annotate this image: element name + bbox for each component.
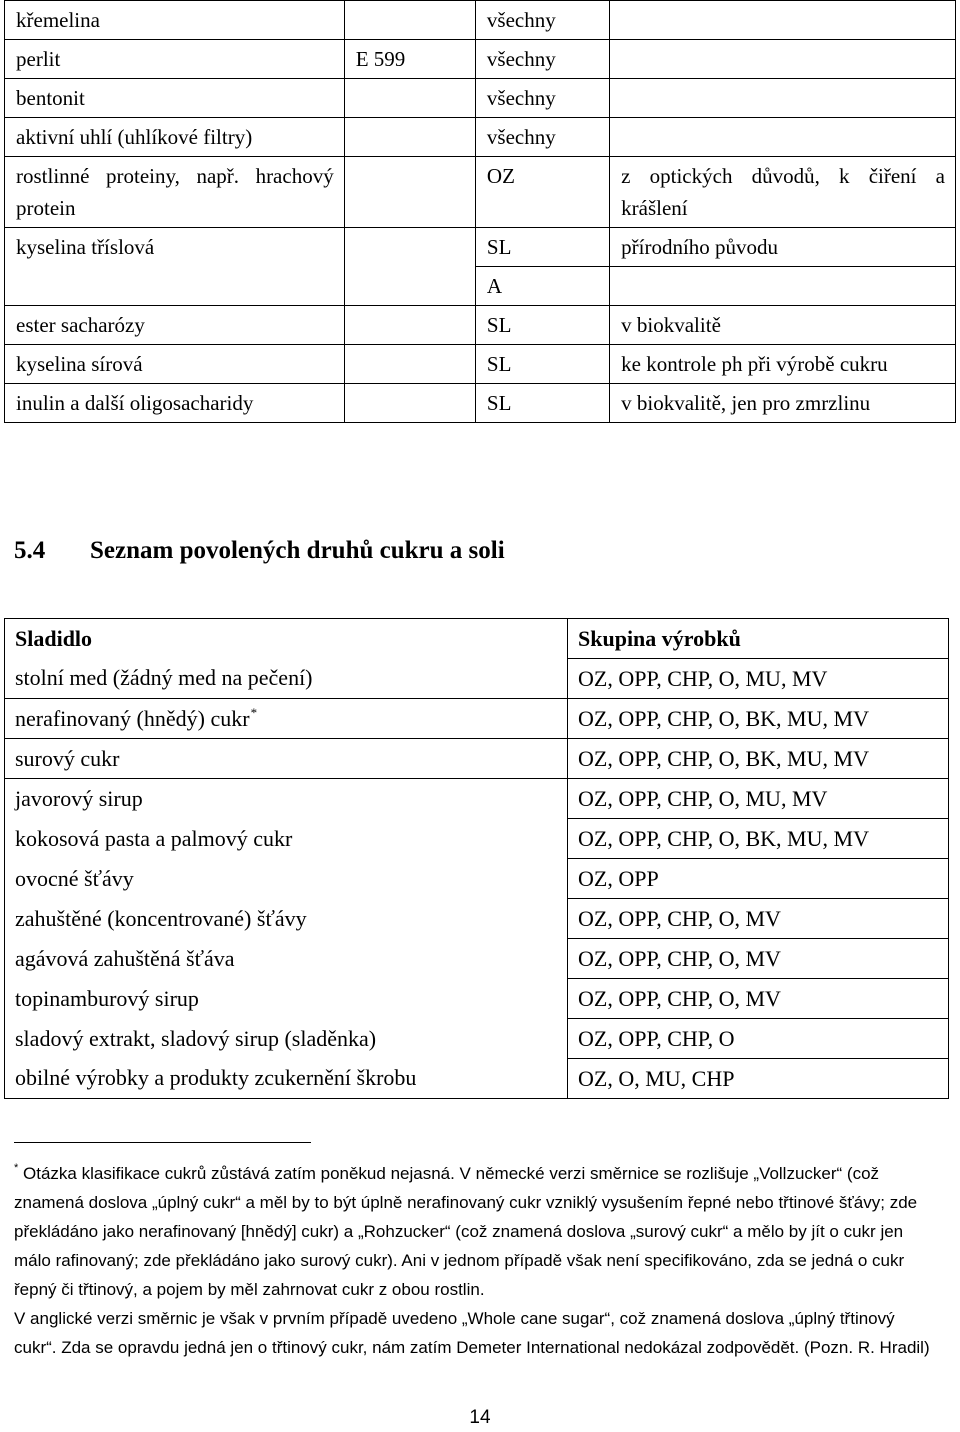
table-cell-note <box>610 1 956 40</box>
sweetener-label: nerafinovaný (hnědý) cukr <box>15 706 250 731</box>
table-cell-sweetener <box>5 699 568 739</box>
table-cell-group: OZ, OPP, CHP, O, BK, MU, MV <box>568 699 949 739</box>
table-header-row <box>5 619 949 659</box>
table-cell-sweetener: zahuštěné (koncentrované) šťávy <box>5 899 568 939</box>
table-cell-group: SL <box>475 384 609 423</box>
table-cell-group: OZ, O, MU, CHP <box>568 1059 949 1099</box>
table-cell-note <box>610 267 956 306</box>
table-cell-note: v biokvalitě, jen pro zmrzlinu <box>610 384 956 423</box>
table-cell-note: z optických důvodů, k čiření a krášlení <box>610 157 956 228</box>
table-cell-sweetener: sladový extrakt, sladový sirup (sladěnka) <box>5 1019 568 1059</box>
table-cell-note: v biokvalitě <box>610 306 956 345</box>
table-cell-name: aktivní uhlí (uhlíkové filtry) <box>5 118 345 157</box>
table-cell-group: SL <box>475 306 609 345</box>
table-cell-group: OZ, OPP, CHP, O, BK, MU, MV <box>568 739 949 779</box>
table-cell-group: OZ, OPP, CHP, O, BK, MU, MV <box>568 819 949 859</box>
table-cell-group: všechny <box>475 1 609 40</box>
table-cell-code <box>344 118 475 157</box>
table-cell-note <box>610 118 956 157</box>
table-cell-code: E 599 <box>344 40 475 79</box>
table-cell-group: OZ, OPP, CHP, O, MU, MV <box>568 659 949 699</box>
table-row <box>5 1059 949 1099</box>
table-cell-sweetener: kokosová pasta a palmový cukr <box>5 819 568 859</box>
section-number: 5.4 <box>14 537 46 564</box>
table-cell-sweetener: topinamburový sirup <box>5 979 568 1019</box>
table-row <box>5 345 956 384</box>
additives-table <box>4 0 956 423</box>
table-cell-name: křemelina <box>5 1 345 40</box>
table-row <box>5 157 956 228</box>
table-cell-name: rostlinné proteiny, např. hrachový protein <box>5 157 345 228</box>
page-number: 14 <box>469 1407 491 1428</box>
table-row <box>5 79 956 118</box>
table-cell-note <box>610 79 956 118</box>
table-cell-name: kyselina tříslová <box>5 228 345 306</box>
table-cell-sweetener: agávová zahuštěná šťáva <box>5 939 568 979</box>
table-cell-name: kyselina sírová <box>5 345 345 384</box>
table-cell-sweetener: obilné výrobky a produkty zcukernění škrobu <box>5 1059 568 1099</box>
section-heading <box>14 537 505 565</box>
table-cell-note: přírodního původu <box>610 228 956 267</box>
table-cell-group: OZ, OPP, CHP, O, MU, MV <box>568 779 949 819</box>
footnote-mark: * <box>14 1162 19 1174</box>
table-cell-group: SL <box>475 345 609 384</box>
table-row <box>5 859 949 899</box>
table-row <box>5 384 956 423</box>
table-row <box>5 739 949 779</box>
footnote-paragraph: V anglické verzi směrnic je však v prvním případě uvedeno „Whole cane sugar“, což znamená doslova „úplný třtinový cukr“. Zda se opravdu jedná jen o třtinový cukr, nám zatím Demeter International nedokázal zodpovědět. (Pozn. R. Hradil) <box>14 1309 930 1357</box>
table-row <box>5 659 949 699</box>
table-cell-group: A <box>475 267 609 306</box>
table-cell-code <box>344 306 475 345</box>
table-cell-name: bentonit <box>5 79 345 118</box>
table-cell-group: OZ, OPP, CHP, O, MV <box>568 899 949 939</box>
table-cell-group: OZ, OPP, CHP, O, MV <box>568 939 949 979</box>
table-cell-group: SL <box>475 228 609 267</box>
sweeteners-table <box>4 618 949 1099</box>
table-row <box>5 819 949 859</box>
table-row <box>5 228 956 267</box>
table-cell-code <box>344 384 475 423</box>
table-cell-name: ester sacharózy <box>5 306 345 345</box>
table-cell-code <box>344 1 475 40</box>
table-cell-group: všechny <box>475 40 609 79</box>
section-title: Seznam povolených druhů cukru a soli <box>90 537 505 564</box>
table-cell-note <box>610 40 956 79</box>
table-row <box>5 699 949 739</box>
table-row <box>5 1 956 40</box>
table-cell-code <box>344 79 475 118</box>
table-cell-group: OZ, OPP, CHP, O, MV <box>568 979 949 1019</box>
table-cell-code <box>344 157 475 228</box>
table-row <box>5 979 949 1019</box>
table-cell-group: OZ, OPP, CHP, O <box>568 1019 949 1059</box>
table-row <box>5 306 956 345</box>
column-header-group: Skupina výrobků <box>568 619 949 659</box>
table-cell-group: OZ, OPP <box>568 859 949 899</box>
table-cell-sweetener: ovocné šťávy <box>5 859 568 899</box>
table-row <box>5 779 949 819</box>
table-cell-sweetener: surový cukr <box>5 739 568 779</box>
table-cell-note: ke kontrole ph při výrobě cukru <box>610 345 956 384</box>
table-cell-sweetener: stolní med (žádný med na pečení) <box>5 659 568 699</box>
table-cell-group: všechny <box>475 79 609 118</box>
footnote-paragraph <box>14 1154 934 1304</box>
footnote-separator <box>14 1142 311 1143</box>
table-cell-name: inulin a další oligosacharidy <box>5 384 345 423</box>
table-cell-group: všechny <box>475 118 609 157</box>
footnote-mark: * <box>250 705 258 720</box>
footnote <box>14 1154 934 1362</box>
column-header-sweetener: Sladidlo <box>5 619 568 659</box>
footnote-text: Otázka klasifikace cukrů zůstává zatím poněkud nejasná. V německé verzi směrnice se rozlišuje „Vollzucker“ (což znamená doslova „úplný cukr“ a měl by to být úplně nerafinovaný cukr vzniklý vysušením řepné nebo třtinové šťávy; zde překládáno jako nerafinovaný [hnědý] cukr) a „Rohzucker“ (což znamená doslova „surový cukr“ a mělo by jít o cukr jen málo rafinovaný; zde překládáno jako surový cukr). Ani v jednom případě však není specifikováno, zda se jedná o cukr řepný či třtinový, a pojem by měl zahrnovat cukr z obou rostlin. <box>14 1164 918 1299</box>
table-cell-name: perlit <box>5 40 345 79</box>
table-cell-group: OZ <box>475 157 609 228</box>
table-cell-sweetener: javorový sirup <box>5 779 568 819</box>
table-row <box>5 939 949 979</box>
table-row <box>5 1019 949 1059</box>
table-row <box>5 118 956 157</box>
table-cell-code <box>344 228 475 306</box>
table-row <box>5 40 956 79</box>
table-row <box>5 899 949 939</box>
table-cell-code <box>344 345 475 384</box>
